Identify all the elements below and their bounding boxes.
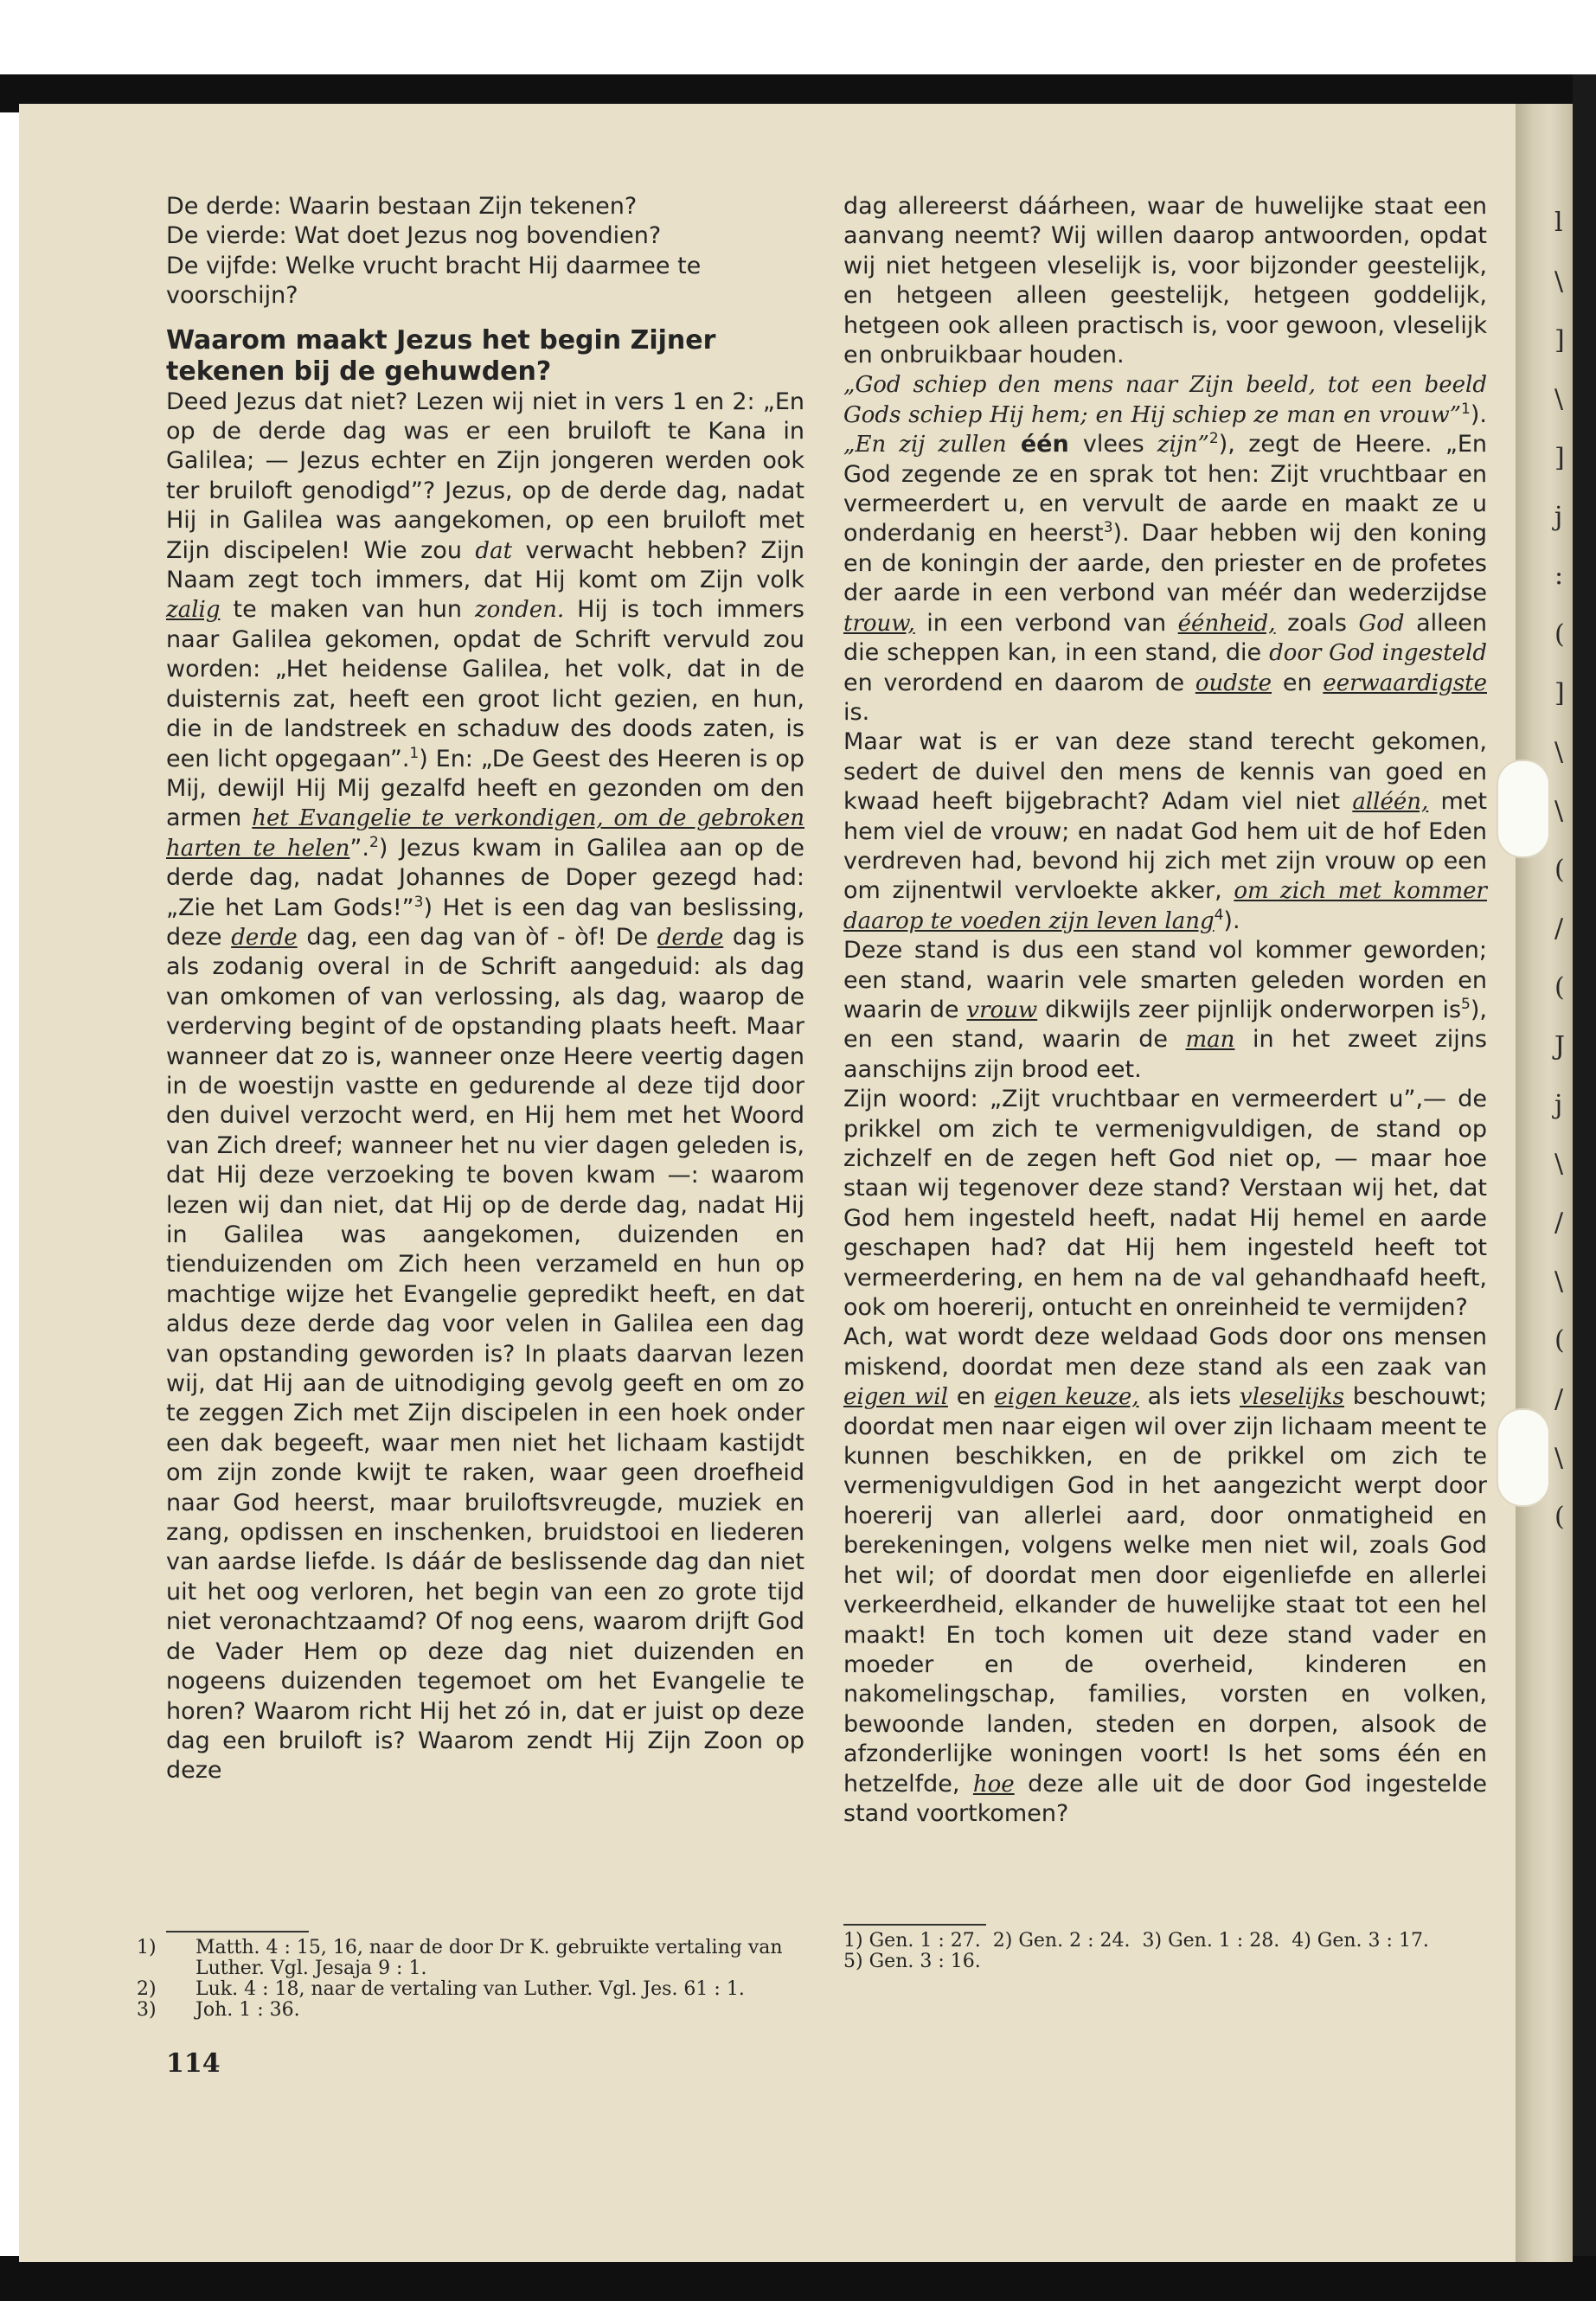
body-paragraph xyxy=(843,727,1487,936)
scripture-quote: „En zij zullen xyxy=(843,432,1007,458)
question-line: De vierde: Wat doet Jezus nog bovendien? xyxy=(166,222,662,250)
text-run: deze alle uit de door God ingestelde stand voortkomen? xyxy=(843,1770,1487,1827)
text-run: ). xyxy=(1223,907,1240,934)
body-paragraph xyxy=(843,1323,1487,1829)
binding-glyph: \ xyxy=(1554,1266,1564,1297)
text-run: verwacht hebben? Zijn Naam zegt toch immers, dat Hij komt om Zijn volk xyxy=(166,536,804,594)
text-run: in het zweet zijns aanschijns zijn brood eet. xyxy=(843,1026,1487,1083)
footnote-ref: 4 xyxy=(1214,906,1224,924)
text-run: dag is als zodanig overal in de Schrift aangeduid: als dag van omkomen of van verlossing, als dag, waarop de verderving begint of de opstanding plaats heeft. Maar wanneer dat zo is, wanneer onze Heere veertig dagen in de woestijn vastte en gedurende al deze tijd door den duivel verzocht werd, en Hij hem met het Woord van Zich dreef; wanneer het nu vier dagen geleden is, dat Hij deze verzoeking te boven kwam —: waarom lezen wij dan niet, dat Hij op de derde dag, nadat Hij in Galilea was aangekomen, duizenden en tienduizenden om Zich heen verzameld en hun op machtige wijze het Evangelie gepredikt heeft, en dat aldus deze derde dag voor velen in Galilea een dag van opstanding geworden is? In plaats daarvan lezen wij, dat Hij aan de uitnodiging gevolg geeft en om zo te zeggen Zich met Zijn discipelen in een hoek onder een dak begeeft, waar men niet het lichaam kastijdt om zijn zonde kwijt te raken, waar geen droefheid naar God heerst, maar bruiloftsvreugde, muziek en zang, opdissen en inschenken, bruidstooi en liederen van aardse liefde. Is dáár de beslissende dag dan niet uit het oog verloren, het begin van een zo grote tijd niet veronachtzaamd? Of nog eens, waarom drijft God de Vader Hem op deze dag niet duizenden en nogeens duizenden tegemoet om het Evangelie te horen? Waarom richt Hij het zó in, dat er juist op deze dag een bruiloft is? Waarom zendt Hij Zijn Zoon op deze xyxy=(166,923,804,1785)
page-binding xyxy=(1516,104,1573,2262)
binding-glyph: ( xyxy=(1554,972,1565,1003)
footnote-text: Matth. 4 : 15, 16, naar de door Dr K. gebruikte vertaling van Luther. Vgl. Jesaja 9 : 1. xyxy=(195,1937,783,1979)
text-run: ) Jezus kwam in Galilea aan op de derde dag, nadat Johannes de Doper gezegd had: „Zie het Lam Gods!” xyxy=(166,834,804,921)
footnote-line xyxy=(843,1931,1487,1952)
text-run: dikwijls zeer pijnlijk onderworpen is xyxy=(1037,996,1462,1023)
body-paragraph xyxy=(843,936,1487,1085)
footnote-text: Gen. 2 : 24. xyxy=(1018,1930,1131,1952)
binding-glyph: ( xyxy=(1554,855,1565,885)
binding-glyph: / xyxy=(1554,1208,1564,1238)
binding-glyph: \ xyxy=(1554,796,1564,826)
footnote-number: 1) xyxy=(843,1930,863,1952)
footnote-number: 3) xyxy=(137,1999,157,2021)
text-run: ). Daar hebben wij den koning en de koningin der aarde, den priester en de profetes der aarde in een verbond van méér dan wederzijdse xyxy=(843,520,1488,607)
emphasis-eerwaardigste: eerwaardigste xyxy=(1323,670,1487,696)
footnote-number: 4) xyxy=(1292,1930,1311,1952)
footnote-number: 1) xyxy=(137,1937,157,1958)
binding-glyph: \ xyxy=(1554,266,1564,297)
emphasis-derde: derde xyxy=(657,924,724,951)
footnote-text: Gen. 3 : 16. xyxy=(869,1951,981,1972)
scripture-quote: „God schiep den mens naar Zijn beeld, tot een beeld Gods schiep Hij hem; en Hij schiep ze man en vrouw” xyxy=(843,372,1487,428)
footnote-number: 5) xyxy=(843,1951,863,1972)
emphasis-dat: dat xyxy=(475,537,513,564)
text-run: te maken van hun xyxy=(220,596,475,624)
text-run: Ach, wat wordt deze weldaad Gods door ons mensen miskend, doordat men deze stand als een zaak van xyxy=(843,1324,1487,1381)
quoted-emphasis: om zich met kommer daarop te voeden zijn leven lang xyxy=(843,878,1487,934)
text-run: ) Het is een dag van beslissing, deze xyxy=(166,894,804,951)
text-run: vlees xyxy=(1082,431,1144,458)
footnote-divider xyxy=(843,1924,986,1926)
text-run: met hem viel de vrouw; en nadat God hem uit de hof Eden verdreven had, bevond hij zich met zijn vrouw op een om zijnentwil vervloekte akker, xyxy=(843,788,1487,905)
binding-hole xyxy=(1497,760,1550,858)
binding-glyph: j xyxy=(1554,502,1563,532)
text-run: ), en een stand, waarin de xyxy=(843,996,1487,1054)
scan-frame-right xyxy=(1573,74,1596,2301)
footnote-ref: 2 xyxy=(1208,430,1219,448)
binding-glyph: j xyxy=(1554,1090,1563,1120)
question-line: De vijfde: Welke vrucht bracht Hij daarmee te voorschijn? xyxy=(166,252,702,310)
emphasis-eigen-wil: eigen wil xyxy=(843,1384,948,1411)
text-run: ). xyxy=(1470,401,1487,428)
section-heading: Waarom maakt Jezus het begin Zijner tekenen bij de gehuwden? xyxy=(166,324,716,387)
footnote xyxy=(137,1937,804,1979)
binding-glyph: l xyxy=(1554,208,1563,238)
question-line: De derde: Waarin bestaan Zijn tekenen? xyxy=(166,193,638,220)
text-run: dag, een dag van òf - òf! De xyxy=(297,923,657,951)
text-run: zoals xyxy=(1275,609,1359,637)
emphasis-eenheid: éénheid, xyxy=(1177,610,1276,637)
binding-glyph: / xyxy=(1554,1384,1564,1414)
page-number: 114 xyxy=(166,2048,221,2079)
emphasis-vleselijks: vleselijks xyxy=(1240,1384,1344,1411)
text-run: ”. xyxy=(349,834,369,862)
binding-glyph: ] xyxy=(1554,443,1565,473)
binding-glyph: ] xyxy=(1554,325,1565,356)
binding-glyph: J xyxy=(1554,1031,1566,1061)
emphasis-zalig: zalig xyxy=(166,597,221,624)
footnote-ref: 3 xyxy=(413,893,424,911)
footnote-text: Gen. 3 : 17. xyxy=(1317,1930,1429,1952)
footnote-ref: 1 xyxy=(409,744,420,762)
emphasis-oudste: oudste xyxy=(1195,670,1272,696)
footnote-text: Gen. 1 : 28. xyxy=(1168,1930,1280,1952)
text-run: Maar wat is er van deze stand terecht gekomen, sedert de duivel den mens de kennis van goed en kwaad heeft bijgebracht? Adam viel niet xyxy=(843,728,1487,816)
text-run: is. xyxy=(843,698,870,726)
footnote-number: 2) xyxy=(137,1978,157,2000)
text-run: één xyxy=(1006,431,1083,458)
binding-glyph: \ xyxy=(1554,737,1564,767)
scan-frame-bottom xyxy=(0,2256,1596,2301)
footnote-ref: 3 xyxy=(1103,519,1113,537)
emphasis-vrouw: vrouw xyxy=(966,997,1038,1023)
binding-glyph: : xyxy=(1554,561,1564,591)
footnote-number: 3) xyxy=(1142,1930,1163,1952)
text-run: in een verbond van xyxy=(914,609,1178,637)
text-run: ) En: „De Geest des Heeren is op Mij, dewijl Hij Mij gezalfd heeft en gezonden om den armen xyxy=(166,745,805,832)
emphasis-god: God xyxy=(1358,610,1405,637)
emphasis-trouw: trouw, xyxy=(843,610,915,637)
emphasis-hoe: hoe xyxy=(972,1771,1015,1798)
binding-glyph: ] xyxy=(1554,678,1565,708)
footnote-number: 2) xyxy=(992,1930,1013,1952)
text-run: en xyxy=(947,1383,995,1411)
emphasis-zonden: zonden. xyxy=(474,597,565,624)
footnote xyxy=(137,1999,804,2021)
text-run: Hij is toch immers naar Galilea gekomen, opdat de Schrift vervuld zou worden: „Het heidense Galilea, het volk, dat in de duisternis zat, heeft een groot licht gezien, en hun, die in de landstreek en schaduw des doods zaten, is een licht opgegaan”. xyxy=(166,596,805,772)
right-footnotes xyxy=(843,1931,1487,1972)
text-run: Deed Jezus dat niet? Lezen wij niet in vers 1 en 2: „En op de derde dag was er een bruiloft te Kana in Galilea; — Jezus echter en Zijn jongeren werden ook ter bruiloft genodigd”? Jezus, op de derde dag, nadat Hij in Galilea was aangekomen, op een bruiloft met Zijn discipelen! Wie zou xyxy=(166,388,804,564)
footnote-text: Gen. 1 : 27. xyxy=(869,1930,981,1952)
body-paragraph xyxy=(166,388,804,1786)
right-column xyxy=(843,192,1487,1829)
footnote-text: Luk. 4 : 18, naar de vertaling van Luther. Vgl. Jes. 61 : 1. xyxy=(195,1978,745,2000)
binding-glyph: \ xyxy=(1554,1443,1564,1473)
binding-glyph: ( xyxy=(1554,1502,1565,1532)
emphasis-eigen-keuze: eigen keuze, xyxy=(994,1384,1139,1411)
binding-hole xyxy=(1497,1408,1550,1507)
text-run: als iets xyxy=(1138,1383,1240,1411)
footnote-text: Joh. 1 : 36. xyxy=(195,1999,300,2021)
quoted-emphasis: het Evangelie te verkondigen, om de gebroken harten te helen xyxy=(166,805,804,862)
text-run: alleen die scheppen kan, in een stand, die xyxy=(843,609,1487,667)
emphasis-door-god: door God ingesteld xyxy=(1269,640,1488,667)
text-run: beschouwt; doordat men naar eigen wil over zijn lichaam meent te kunnen beschikken, en de prikkel om zich te vermenigvuldigen God in het aangezicht werpt door hoererij van allerlei aard, door onmatigheid en berekeningen, volgens welke men niet wil, zoals God het wil; of doordat men door eigenliefde en allerlei verkeerdheid, elkander de huwelijke staat tot een hel maakt! En toch komen uit deze stand vader en moeder en de overheid, kinderen en nakomelingschap, families, vorsten en volken, bewoonde landen, steden en dorpen, alsook de afzonderlijke woningen voort! Is het soms één en hetzelfde, xyxy=(843,1383,1487,1798)
emphasis-alleen: alléén, xyxy=(1352,789,1429,816)
text-run: en verordend en daarom de xyxy=(843,669,1195,696)
left-column xyxy=(166,192,804,1786)
body-paragraph: Zijn woord: „Zijt vruchtbaar en vermeerdert u”,— de prikkel om zich te vermenigvuldigen, de stand op zichzelf en de zegen heft God niet op, — maar hoe staan wij tegenover deze stand? Verstaan wij het, dat God hem ingesteld heeft, nadat Hij hemel en aarde geschapen had? dat Hij hem ingesteld heeft tot vermeerdering, en hem na de val gehandhaafd heeft, ook om hoererij, ontucht en onreinheid te vermijden? xyxy=(843,1086,1487,1322)
text-run: Deze stand is dus een stand vol kommer geworden; een stand, waarin vele smarten geleden worden en waarin de xyxy=(843,937,1487,1023)
footnote-divider xyxy=(166,1931,309,1932)
left-footnotes xyxy=(137,1937,804,2021)
footnote-ref: 5 xyxy=(1461,995,1471,1013)
emphasis-derde: derde xyxy=(231,924,298,951)
footnote-ref: 2 xyxy=(369,833,379,851)
scripture-quote: zijn” xyxy=(1144,432,1209,458)
body-paragraph xyxy=(843,370,1487,727)
binding-glyph: / xyxy=(1554,913,1564,944)
body-paragraph: dag allereerst dáárheen, waar de huwelijke staat een aanvang neemt? Wij willen daarop antwoorden, opdat wij niet hetgeen vleselijk is, voor bijzonder geestelijk, en hetgeen alleen geestelijk, hetgeen goddelijk, hetgeen ook alleen practisch is, voor gewoon, vleselijk en onbruikbaar houden. xyxy=(843,193,1487,369)
footnote xyxy=(137,1978,804,2000)
binding-glyph: \ xyxy=(1554,1149,1564,1179)
binding-glyph: ( xyxy=(1554,619,1565,650)
text-run: ), zegt de Heere. „En God zegende ze en sprak tot hen: Zijt vruchtbaar en vermeerdert u, en vervult de aarde en maakt ze u onderdanig en heerst xyxy=(843,431,1487,548)
binding-glyph: \ xyxy=(1554,384,1564,414)
emphasis-man: man xyxy=(1185,1027,1235,1054)
text-run: en xyxy=(1272,669,1324,696)
binding-glyph: ( xyxy=(1554,1325,1565,1356)
footnote-line xyxy=(843,1952,1487,1972)
footnote-ref: 1 xyxy=(1461,400,1471,418)
